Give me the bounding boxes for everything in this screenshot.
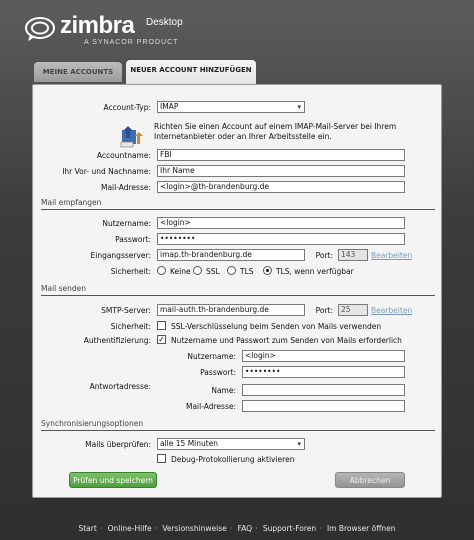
footer-link-faq[interactable]: FAQ (237, 524, 253, 533)
info-text-line-1: Richten Sie einen Account auf einem IMAP-Mail-Server bei Ihrem (154, 122, 397, 131)
send-security-label: Sicherheit: (110, 322, 151, 331)
reply-address-label: Antwortadresse: (89, 382, 151, 391)
email-label: Mail-Adresse: (100, 183, 151, 192)
incoming-server-label: Eingangsserver: (90, 251, 151, 260)
auth-username-input[interactable]: <login> (242, 350, 405, 362)
incoming-server-input[interactable]: imap.th-brandenburg.de (157, 249, 305, 261)
section-divider (41, 209, 435, 210)
tab-add-account[interactable]: NEUER ACCOUNT HINZUFÜGEN (126, 60, 256, 84)
full-name-label: Ihr Vor- und Nachname: (62, 167, 151, 176)
check-mail-label: Mails überprüfen: (85, 440, 151, 449)
chevron-down-icon: ▾ (297, 440, 301, 448)
auth-required-checkbox[interactable]: ✓ (158, 335, 165, 344)
cancel-button[interactable]: Abbrechen (335, 472, 405, 488)
brand-edition: Desktop (146, 17, 183, 28)
brand-name: zimbra (60, 12, 135, 39)
auth-password-input[interactable]: •••••••• (242, 366, 405, 378)
ssl-send-checkbox-label: SSL-Verschlüsselung beim Senden von Mails verwenden (171, 322, 382, 331)
account-form-panel (32, 84, 442, 498)
check-mail-select[interactable] (157, 438, 305, 450)
security-none-label: Keine (170, 267, 191, 276)
reply-email-label: Mail-Adresse: (185, 402, 236, 411)
section-divider (41, 430, 435, 431)
footer-separator: · (319, 524, 322, 533)
sync-section-title: Synchronisierungsoptionen (41, 419, 144, 428)
footer-separator: · (255, 524, 258, 533)
footer-link-release-notes[interactable]: Versionshinweise (162, 524, 227, 533)
receive-port-edit-link[interactable]: Bearbeiten (371, 251, 413, 260)
receive-username-input[interactable]: <login> (157, 217, 405, 229)
account-type-select[interactable] (157, 101, 305, 113)
imap-info-icon (119, 122, 149, 148)
verify-and-save-button[interactable]: Prüfen und speichern (69, 472, 157, 488)
footer-separator: · (229, 524, 233, 533)
send-port-input[interactable]: 25 (338, 304, 368, 316)
section-divider (41, 295, 435, 296)
reply-name-input[interactable] (242, 384, 405, 396)
auth-required-checkbox-label: Nutzername und Passwort zum Senden von Mails erforderlich (171, 336, 402, 345)
footer-link-open-in-browser[interactable]: Im Browser öffnen (326, 524, 396, 533)
footer-link-start[interactable]: Start (78, 524, 97, 533)
security-tls-radio[interactable] (227, 266, 236, 275)
email-input[interactable]: <login>@th-brandenburg.de (157, 181, 405, 193)
receive-security-label: Sicherheit: (110, 267, 151, 276)
account-name-label: Accountname: (96, 151, 151, 160)
footer-link-support-forums[interactable]: Support-Foren (262, 524, 317, 533)
send-section-header (41, 284, 435, 294)
account-name-input[interactable]: FBI (157, 149, 405, 161)
debug-logging-checkbox[interactable] (157, 454, 166, 463)
security-ssl-radio[interactable] (193, 266, 202, 275)
chevron-down-icon: ▾ (297, 103, 301, 111)
footer-separator: · (154, 524, 157, 533)
footer-links (0, 524, 474, 533)
security-tls-label: TLS (240, 267, 254, 276)
receive-username-label: Nutzername: (102, 219, 151, 228)
info-text-line-2: Internetanbieter oder an Ihrer Arbeitsstelle ein. (154, 132, 332, 141)
auth-password-label: Passwort: (200, 368, 236, 377)
send-section-title: Mail senden (41, 284, 87, 293)
auth-username-label: Nutzername: (187, 352, 236, 361)
security-none-radio[interactable] (157, 266, 166, 275)
account-type-label: Account-Typ: (103, 103, 151, 112)
zimbra-logo (24, 14, 224, 48)
smtp-server-label: SMTP-Server: (101, 306, 151, 315)
zimbra-logo-icon (24, 16, 56, 42)
security-ssl-label: SSL (206, 267, 220, 276)
security-tls-if-available-radio[interactable] (263, 266, 272, 275)
footer-separator: · (99, 524, 103, 533)
receive-section-header (41, 198, 435, 208)
tab-my-accounts[interactable]: MEINE ACCOUNTS (34, 62, 122, 82)
receive-password-label: Passwort: (115, 235, 151, 244)
brand-tagline: A SYNACOR PRODUCT (84, 39, 179, 46)
auth-label: Authentifizierung: (83, 336, 151, 345)
send-port-label: Port: (315, 306, 333, 315)
receive-password-input[interactable]: •••••••• (157, 233, 405, 245)
send-port-edit-link[interactable]: Bearbeiten (371, 306, 413, 315)
reply-name-label: Name: (211, 386, 236, 395)
reply-email-input[interactable] (242, 400, 405, 412)
sync-section-header (41, 419, 435, 429)
security-tls-if-available-label: TLS, wenn verfügbar (276, 267, 354, 276)
receive-port-label: Port: (315, 251, 333, 260)
ssl-send-checkbox[interactable] (157, 321, 166, 330)
debug-logging-checkbox-label: Debug-Protokollierung aktivieren (171, 455, 295, 464)
receive-port-input[interactable]: 143 (338, 249, 368, 261)
full-name-input[interactable]: Ihr Name (157, 165, 405, 177)
check-mail-value: alle 15 Minuten (160, 439, 219, 448)
receive-section-title: Mail empfangen (41, 198, 102, 207)
smtp-server-input[interactable]: mail-auth.th-brandenburg.de (157, 304, 305, 316)
account-type-value: IMAP (160, 102, 179, 111)
footer-link-help[interactable]: Online-Hilfe (107, 524, 152, 533)
